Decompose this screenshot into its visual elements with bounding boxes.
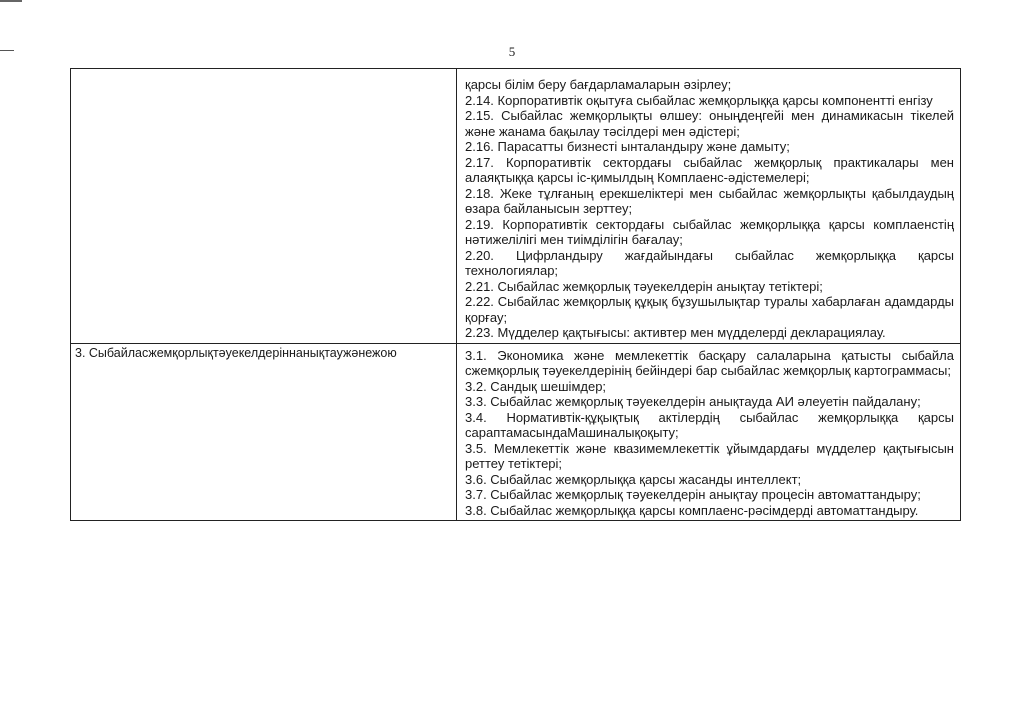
list-item: 3.1. Экономика және мемлекеттік басқару салаларына қатысты сыбайла сжемқорлық тәуекелдерінің бейіндері бар сыбайлас жемқорлық картограммасы; <box>465 347 954 378</box>
list-item: 3.3. Сыбайлас жемқорлық тәуекелдерін анықтауда АИ әлеуетін пайдалану; <box>465 394 921 409</box>
page-number: 5 <box>508 44 516 59</box>
list-item: 3.8. Сыбайлас жемқорлыққа қарсы комплаенс-рәсімдерді автоматтандыру. <box>465 502 919 518</box>
table-cell-left <box>71 69 457 344</box>
list-item: 2.15. Сыбайлас жемқорлықты өлшеу: оныңдеңгейі мен динамикасын тікелей және жанама бақылау тәсілдері мен әдістері; <box>465 108 954 139</box>
table-cell-right <box>457 343 961 521</box>
topics-table <box>70 68 961 521</box>
list-item: 2.22. Сыбайлас жемқорлық құқық бұзушылықтар туралы хабарлаған адамдарды қорғау; <box>465 294 954 325</box>
section-title: 3. Сыбайласжемқорлықтәуекелдеріннанықтаужәнежою <box>75 345 397 360</box>
list-item: 2.16. Парасатты бизнесті ынталандыру және дамыту; <box>465 139 790 154</box>
item-list <box>457 344 960 521</box>
table-cell-left <box>71 343 457 521</box>
list-item: 2.14. Корпоративтік оқытуға сыбайлас жемқорлыққа қарсы компонентті енгізу <box>465 92 933 108</box>
list-item: 2.18. Жеке тұлғаның ерекшеліктері мен сыбайлас жемқорлықты қабылдаудың өзара байланысын зерттеу; <box>465 185 954 216</box>
list-item: 3.2. Сандық шешімдер; <box>465 378 607 394</box>
table-row <box>71 69 961 344</box>
section-title <box>71 69 456 71</box>
item-list <box>457 69 960 343</box>
table-cell-right <box>457 69 961 344</box>
list-item: 3.6. Сыбайлас жемқорлыққа қарсы жасанды интеллект; <box>465 471 802 487</box>
scan-edge-mark <box>0 0 22 2</box>
list-item: қарсы білім беру бағдарламаларын әзірлеу; <box>465 77 732 92</box>
list-item: 2.21. Сыбайлас жемқорлық тәуекелдерін анықтау тетіктері; <box>465 278 823 294</box>
list-item: 3.7. Сыбайлас жемқорлық тәуекелдерін анықтау процесін автоматтандыру; <box>465 487 921 502</box>
list-item: 2.17. Корпоративтік сектордағы сыбайлас жемқорлық практикалары мен алаяқтыққа қарсы іс-қимылдың Комплаенс-әдістемелері; <box>465 154 954 185</box>
list-item: 2.20. Цифрландыру жағдайындағы сыбайлас жемқорлыққа қарсы технологиялар; <box>465 247 954 278</box>
table-row <box>71 343 961 521</box>
list-item: 2.23. Мүдделер қақтығысы: активтер мен мүдделерді декларациялау. <box>465 325 886 340</box>
list-item: 3.4. Нормативтік-құқықтық актілердің сыбайлас жемқорлыққа қарсы сараптамасындаМашиналықоқыту; <box>465 409 954 440</box>
list-item: 3.5. Мемлекеттік және квазимемлекеттік ұйымдардағы мүдделер қақтығысын реттеу тетіктері; <box>465 440 954 471</box>
list-item: 2.19. Корпоративтік сектордағы сыбайлас жемқорлыққа қарсы комплаенстің нәтижелілігі мен тиімділігін бағалау; <box>465 216 954 247</box>
